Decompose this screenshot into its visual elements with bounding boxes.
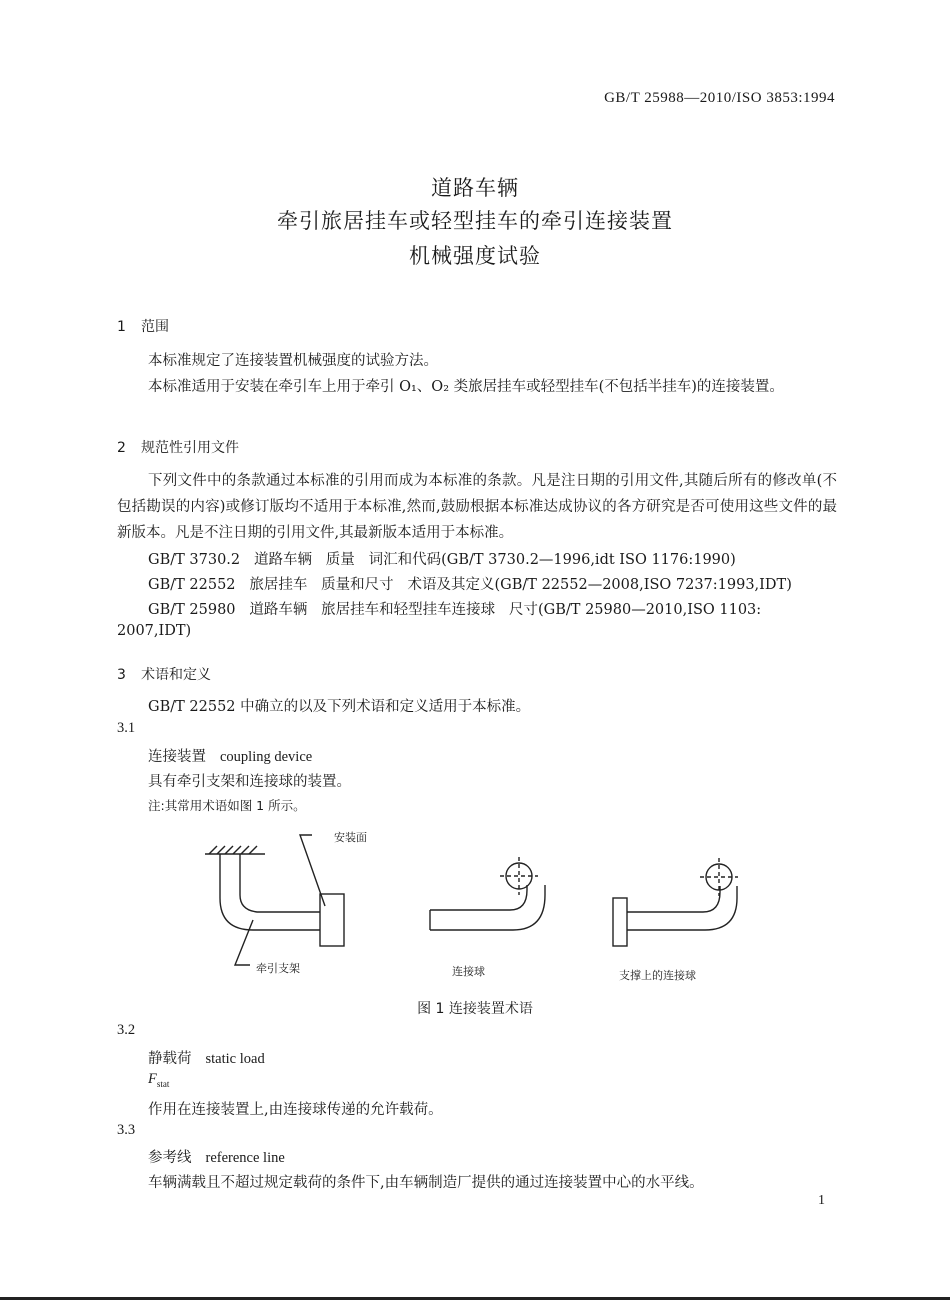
term-cn: 参考线 <box>148 1150 192 1166</box>
term-cn: 连接装置 <box>148 749 206 765</box>
section-title: 规范性引用文件 <box>141 440 239 456</box>
section-3-heading <box>117 664 211 684</box>
hatch-marks <box>209 846 257 854</box>
term-coupling-device <box>148 745 312 766</box>
section-1-heading <box>117 316 169 336</box>
bottom-divider <box>0 1297 950 1300</box>
note: 注:其常用术语如图 1 所示。 <box>148 798 306 813</box>
subsection-number: 3.2 <box>117 1022 136 1038</box>
label-mounting-face: 安装面 <box>334 831 367 844</box>
subsection-number: 3.3 <box>117 1122 136 1138</box>
paragraph: 本标准规定了连接装置机械强度的试验方法。 <box>148 353 438 369</box>
term-static-load <box>148 1047 265 1068</box>
symbol-subscript: stat <box>156 1078 170 1089</box>
figure-caption: 图 1 连接装置术语 <box>417 1001 533 1017</box>
definition: 车辆满载且不超过规定载荷的条件下,由车辆制造厂提供的通过连接装置中心的水平线。 <box>148 1175 704 1191</box>
title-line-1: 道路车辆 <box>431 176 519 200</box>
section-title: 范围 <box>141 319 169 335</box>
symbol-main: F <box>148 1071 157 1087</box>
section-2-heading <box>117 437 239 457</box>
standard-code: GB/T 25988—2010/ISO 3853:1994 <box>604 90 835 106</box>
term-en: static load <box>205 1051 265 1067</box>
reference-item: GB/T 25980 道路车辆 旅居挂车和轻型挂车连接球 尺寸(GB/T 25980—2010,ISO 1103: <box>148 602 762 618</box>
title-line-3: 机械强度试验 <box>409 244 541 268</box>
paragraph: 下列文件中的条款通过本标准的引用而成为本标准的条款。凡是注日期的引用文件,其随后所有的修改单(不包括勘误的内容)或修订版均不适用于本标准,然而,鼓励根据本标准达成协议的各方研究是否可使用这些文件的最新版本。凡是不注日期的引用文件,其最新版本适用于本标准。 <box>117 473 837 541</box>
label-ball-on-support: 支撑上的连接球 <box>619 969 696 982</box>
definition: 作用在连接装置上,由连接球传递的允许载荷。 <box>148 1102 443 1118</box>
paragraph: 本标准适用于安装在牵引车上用于牵引 O₁、O₂ 类旅居挂车或轻型挂车(不包括半挂车)的连接装置。 <box>148 379 784 395</box>
section-number: 1 <box>117 319 126 335</box>
label-towing-bracket: 牵引支架 <box>256 962 300 975</box>
page-number: 1 <box>818 1193 825 1208</box>
section-number: 3 <box>117 667 126 683</box>
paragraph: GB/T 22552 中确立的以及下列术语和定义适用于本标准。 <box>148 699 531 715</box>
symbol-f-stat <box>148 1071 169 1089</box>
term-cn: 静载荷 <box>148 1051 192 1067</box>
term-en: reference line <box>205 1150 285 1166</box>
section-number: 2 <box>117 440 126 456</box>
label-coupling-ball: 连接球 <box>452 965 485 978</box>
term-en: coupling device <box>220 749 313 765</box>
term-reference-line <box>148 1146 285 1167</box>
section-title: 术语和定义 <box>141 667 211 683</box>
reference-item: GB/T 3730.2 道路车辆 质量 词汇和代码(GB/T 3730.2—1996,idt ISO 1176:1990) <box>148 552 736 568</box>
reference-item-continuation: 2007,IDT) <box>117 623 192 639</box>
title-line-2: 牵引旅居挂车或轻型挂车的牵引连接装置 <box>277 209 673 233</box>
subsection-number: 3.1 <box>117 720 136 736</box>
definition: 具有牵引支架和连接球的装置。 <box>148 774 351 790</box>
reference-item: GB/T 22552 旅居挂车 质量和尺寸 术语及其定义(GB/T 22552—2008,ISO 7237:1993,IDT) <box>148 577 792 593</box>
